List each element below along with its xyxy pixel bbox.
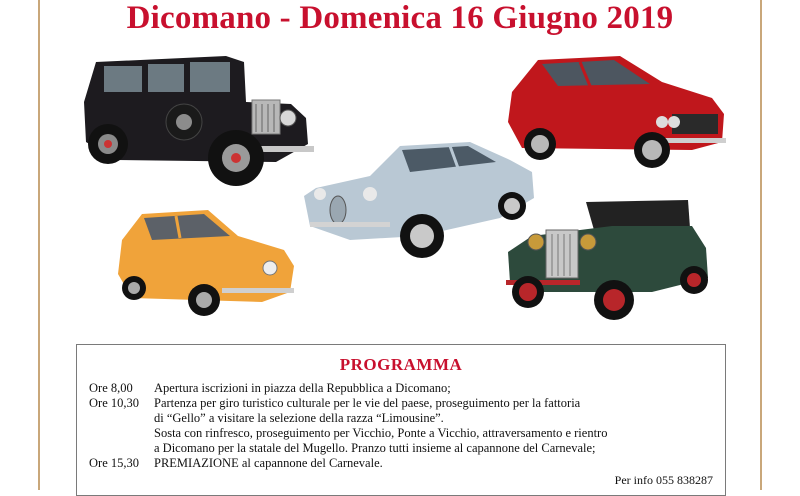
program-row-time: Ore 8,00 bbox=[89, 381, 133, 395]
program-box bbox=[76, 344, 726, 496]
program-row bbox=[89, 456, 383, 471]
program-title: PROGRAMMA bbox=[339, 355, 463, 374]
green-roadster-image bbox=[502, 196, 714, 326]
program-row-text: di “Gello” a visitare la selezione della razza “Limousine”. bbox=[154, 411, 444, 425]
program-row-text: a Dicomano per la statale del Mugello. Pranzo tutti insieme al capannone del Carnevale; bbox=[154, 441, 596, 455]
program-row bbox=[89, 426, 608, 441]
program-row-text: Apertura iscrizioni in piazza della Repubblica a Dicomano; bbox=[154, 381, 451, 395]
program-row bbox=[89, 381, 451, 396]
program-row-text: Sosta con rinfresco, proseguimento per Vicchio, Ponte a Vicchio, attraversamento e rientro bbox=[154, 426, 608, 440]
poster-frame-left bbox=[38, 0, 40, 490]
program-row-time: Ore 10,30 bbox=[89, 396, 139, 410]
program-row bbox=[89, 396, 581, 411]
program-row bbox=[89, 441, 596, 456]
program-row-text: Partenza per giro turistico culturale per le vie del paese, proseguimento per la fattoria bbox=[154, 396, 581, 410]
program-row-text: PREMIAZIONE al capannone del Carnevale. bbox=[154, 456, 383, 470]
program-row bbox=[89, 411, 444, 426]
yellow-city-car-image bbox=[112, 206, 296, 324]
info-phone: Per info 055 838287 bbox=[614, 473, 713, 487]
poster-title: Dicomano - Domenica 16 Giugno 2019 bbox=[126, 0, 674, 36]
vintage-black-sedan-image bbox=[76, 52, 316, 192]
poster-frame-right bbox=[760, 0, 762, 490]
program-row-time: Ore 15,30 bbox=[89, 456, 139, 470]
